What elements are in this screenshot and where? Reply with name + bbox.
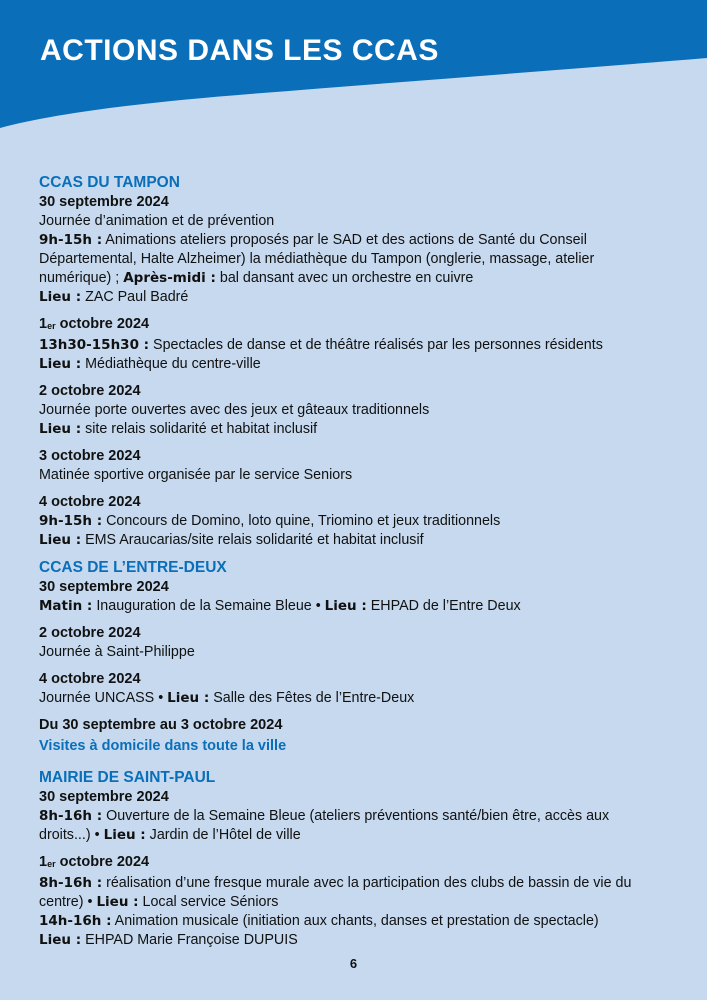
event-item	[39, 193, 659, 307]
section-title: MAIRIE DE SAINT-PAUL	[39, 769, 216, 786]
header-wave-shape	[0, 0, 707, 140]
event-item	[39, 716, 659, 756]
event-item	[39, 624, 659, 662]
page-title: ACTIONS DANS LES CCAS	[40, 34, 439, 67]
event-schedule	[39, 336, 659, 355]
location-label: Lieu :	[324, 598, 367, 614]
event-text: Animation musicale (initiation aux chants, danses et prestation de spectacle)	[111, 913, 599, 929]
event-date: 30 septembre 2024	[39, 789, 169, 805]
location-text: site relais solidarité et habitat inclusif	[81, 421, 318, 437]
event-item	[39, 788, 659, 845]
location-label: Lieu :	[96, 894, 139, 910]
event-text: Animations ateliers proposés par le SAD et des actions de Santé du Conseil Départemental, Halte Alzheimer) la médiathèque du Tampon (onglerie, massage, atelier numérique) ;	[39, 232, 595, 286]
event-item	[39, 315, 659, 374]
event-description: Journée d’animation et de prévention	[39, 213, 275, 229]
event-item	[39, 447, 659, 485]
time-label: 9h-15h :	[39, 232, 103, 248]
time-label: Après-midi :	[123, 270, 216, 286]
event-text: réalisation d’une fresque murale avec la participation des clubs de bassin de vie du centre) •	[39, 875, 632, 910]
location-label: Lieu :	[39, 532, 82, 548]
time-label: 14h-16h :	[39, 913, 112, 929]
time-label: 9h-15h :	[39, 513, 103, 529]
event-location	[39, 931, 659, 950]
date-day: 1	[39, 854, 48, 870]
event-schedule	[39, 231, 659, 288]
event-text: Inauguration de la Semaine Bleue •	[92, 598, 325, 614]
location-text: Local service Séniors	[138, 894, 279, 910]
event-date: Du 30 septembre au 3 octobre 2024	[39, 717, 283, 733]
event-item	[39, 578, 659, 616]
event-schedule	[39, 597, 659, 616]
date-day: 1	[39, 316, 48, 332]
event-date	[39, 315, 659, 336]
location-label: Lieu :	[167, 690, 210, 706]
location-label: Lieu :	[39, 356, 82, 372]
location-text: Salle des Fêtes de l’Entre-Deux	[209, 690, 415, 706]
event-schedule	[39, 512, 659, 531]
event-date: 3 octobre 2024	[39, 448, 141, 464]
event-item	[39, 670, 659, 708]
content	[39, 173, 659, 958]
location-text: EMS Araucarias/site relais solidarité et habitat inclusif	[81, 532, 424, 548]
event-highlight: Visites à domicile dans toute la ville	[39, 738, 287, 754]
event-location	[39, 355, 659, 374]
section-title: CCAS DU TAMPON	[39, 174, 180, 191]
event-date: 4 octobre 2024	[39, 494, 141, 510]
event-date: 4 octobre 2024	[39, 671, 141, 687]
event-schedule	[39, 807, 659, 845]
location-text: EHPAD de l’Entre Deux	[366, 598, 521, 614]
time-label: 13h30-15h30 :	[39, 337, 150, 353]
date-month: octobre 2024	[59, 316, 150, 332]
event-description: Matinée sportive organisée par le service Seniors	[39, 467, 353, 483]
location-label: Lieu :	[39, 932, 82, 948]
event-schedule	[39, 689, 659, 708]
location-label: Lieu :	[103, 827, 146, 843]
event-date: 2 octobre 2024	[39, 383, 141, 399]
time-label: 8h-16h :	[39, 875, 103, 891]
section-ccas-entre-deux	[39, 558, 659, 756]
event-schedule	[39, 912, 659, 931]
event-location	[39, 420, 659, 439]
event-text: Spectacles de danse et de théâtre réalisés par les personnes résidents	[149, 337, 603, 353]
event-location	[39, 531, 659, 550]
location-label: Lieu :	[39, 289, 82, 305]
event-text: Concours de Domino, loto quine, Triomino et jeux traditionnels	[102, 513, 501, 529]
page-number: 6	[349, 956, 358, 971]
event-date: 30 septembre 2024	[39, 194, 169, 210]
event-text: Ouverture de la Semaine Bleue (ateliers préventions santé/bien être, accès aux droits...) •	[39, 808, 610, 843]
event-item	[39, 853, 659, 950]
date-suffix: er	[47, 859, 56, 869]
event-text: Journée UNCASS •	[39, 690, 168, 706]
date-suffix: er	[47, 321, 56, 331]
event-date: 2 octobre 2024	[39, 625, 141, 641]
location-text: Médiathèque du centre-ville	[81, 356, 261, 372]
header-banner	[0, 0, 707, 140]
event-item	[39, 493, 659, 550]
time-label: Matin :	[39, 598, 93, 614]
time-label: 8h-16h :	[39, 808, 103, 824]
location-label: Lieu :	[39, 421, 82, 437]
event-text: bal dansant avec un orchestre en cuivre	[215, 270, 474, 286]
section-mairie-saint-paul	[39, 768, 659, 950]
section-title: CCAS DE L’ENTRE-DEUX	[39, 559, 227, 576]
event-description: Journée porte ouvertes avec des jeux et gâteaux traditionnels	[39, 402, 430, 418]
date-month: octobre 2024	[59, 854, 150, 870]
location-text: ZAC Paul Badré	[81, 289, 189, 305]
event-date	[39, 853, 659, 874]
event-location	[39, 288, 659, 307]
event-schedule	[39, 874, 659, 912]
section-ccas-tampon	[39, 173, 659, 550]
location-text: Jardin de l’Hôtel de ville	[145, 827, 301, 843]
event-description: Journée à Saint-Philippe	[39, 644, 195, 660]
event-item	[39, 382, 659, 439]
location-text: EHPAD Marie Françoise DUPUIS	[81, 932, 298, 948]
event-date: 30 septembre 2024	[39, 579, 169, 595]
